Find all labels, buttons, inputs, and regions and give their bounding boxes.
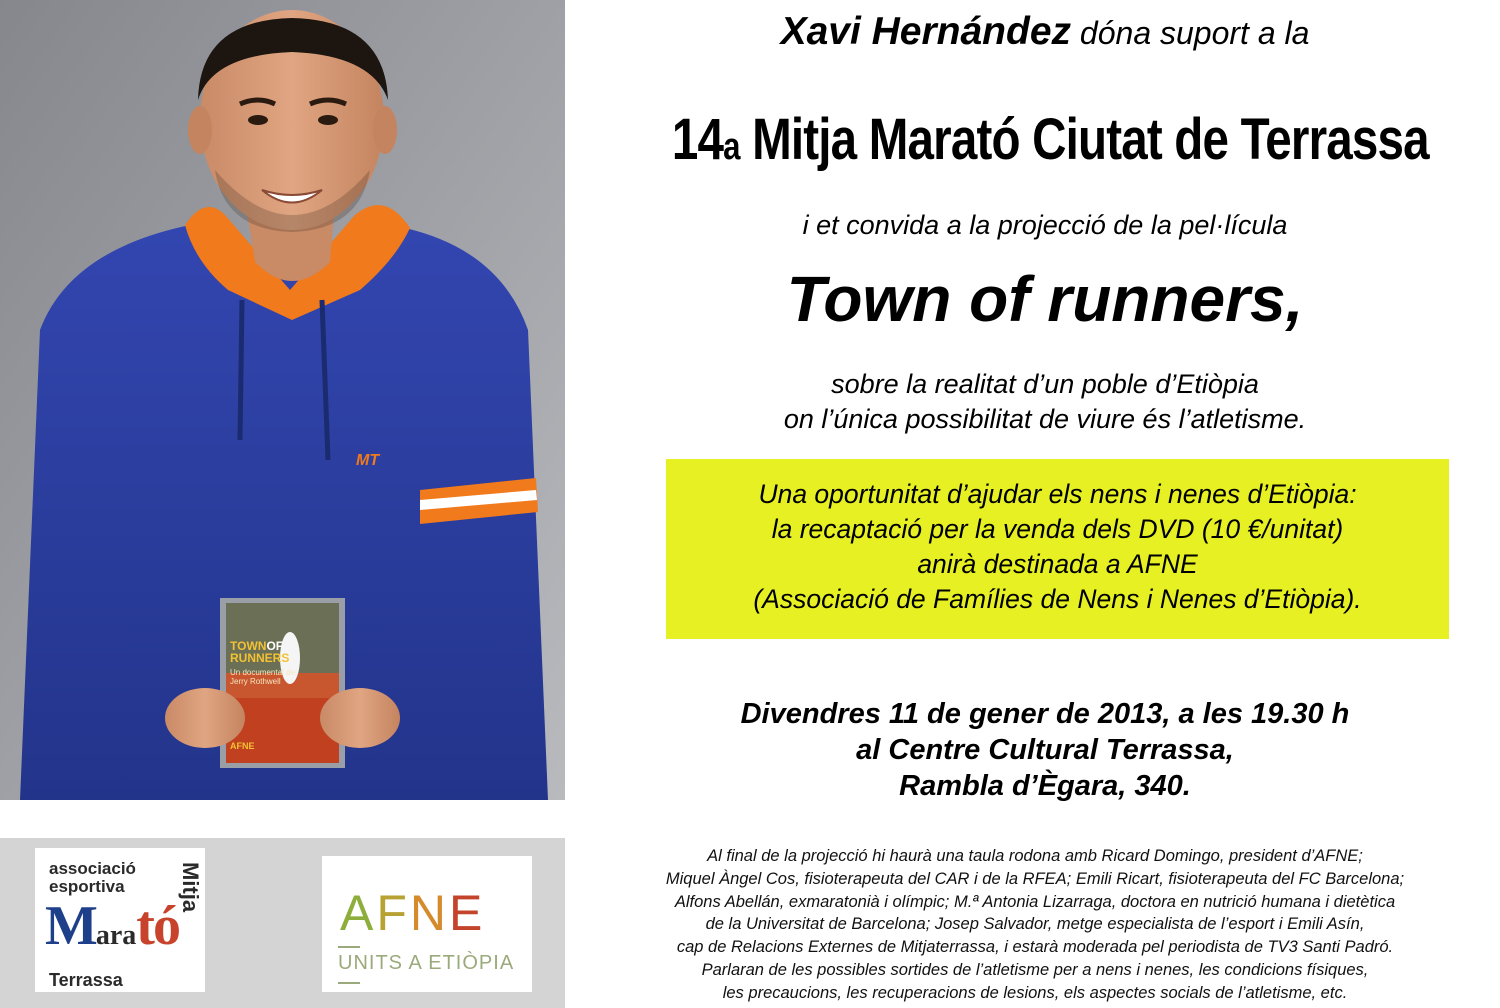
fine-print-line: de la Universitat de Barcelona; Josep Salvador, metge especialista de l’esport i Emili Asín, [705, 915, 1365, 934]
dvd-brand: AFNE [230, 741, 255, 751]
event-details [590, 696, 1500, 804]
event-title [671, 106, 1429, 173]
highlight-line-2: la recaptació per la venda dels DVD (10 €/unitat) [771, 514, 1344, 544]
marato-logo [35, 848, 205, 992]
film-description-line-1: sobre la realitat d’un poble d’Etiòpia [831, 369, 1259, 399]
event-title-ordinal: a [723, 126, 740, 168]
film-description-line-2: on l’única possibilitat de viure és l’atletisme. [783, 404, 1307, 434]
header-line [590, 10, 1500, 54]
marato-logo-m: M [45, 895, 96, 957]
marato-logo-wordmark [45, 896, 179, 966]
fine-print-line: les precaucions, les recuperacions de lesions, els aspectes socials de l’atletisme, etc. [722, 983, 1348, 1002]
event-venue: al Centre Cultural Terrassa, [856, 734, 1234, 766]
afne-logo-wordmark [340, 884, 485, 942]
header-support-text: dóna suport a la [1079, 15, 1310, 51]
marato-logo-text-top [49, 860, 136, 896]
fine-print-line: Alfons Abellán, exmaratonià i olímpic; M.ª Antonia Lizarraga, doctora en nutrició humana i dietètica [674, 892, 1396, 911]
afne-logo-divider-bottom [338, 982, 360, 984]
afne-letter-f: F [376, 885, 410, 941]
marato-logo-mitja: Mitja [178, 862, 203, 913]
logo-strip [0, 838, 565, 1008]
fine-print [600, 845, 1470, 1005]
dvd-title-town: TOWN [230, 639, 267, 653]
marato-logo-line1: associació [49, 859, 136, 878]
highlight-box [666, 459, 1449, 639]
fine-print-line: Miquel Àngel Cos, fisioterapeuta del CAR i de la RFEA; Emili Ricart, fisioterapeuta del FC Barcelona; [665, 869, 1405, 888]
portrait-photo [0, 0, 565, 800]
highlight-line-4: (Associació de Famílies de Nens i Nenes d’Etiòpia). [753, 584, 1362, 614]
afne-letter-a: A [340, 885, 377, 941]
event-address: Rambla d’Ègara, 340. [899, 770, 1191, 802]
marato-logo-city: Terrassa [49, 970, 123, 990]
dvd-title [230, 640, 289, 664]
highlight-line-3: anirà destinada a AFNE [917, 549, 1198, 579]
fine-print-line: Al final de la projecció hi haurà una taula rodona amb Ricard Domingo, president d’AFNE; [707, 847, 1363, 865]
marato-logo-line2: esportiva [49, 877, 125, 896]
dvd-title-runners: RUNNERS [230, 651, 290, 665]
highlight-line-1: Una oportunitat d’ajudar els nens i nenes d’Etiòpia: [758, 479, 1357, 509]
afne-letter-n: N [409, 885, 450, 941]
dvd-title-of: OF [266, 639, 284, 653]
afne-letter-e: E [449, 885, 486, 941]
dvd-subtitle: Un documental de Jerry Rothwell [230, 668, 295, 686]
marato-logo-to: tó [136, 895, 179, 957]
film-description [590, 367, 1500, 437]
film-title: Town of runners, [786, 263, 1304, 335]
afne-logo [322, 856, 532, 992]
event-date: Divendres 11 de gener de 2013, a les 19.30 h [740, 698, 1350, 730]
event-title-number: 14 [671, 107, 724, 172]
afne-logo-divider-top [338, 946, 360, 948]
hoodie-logo: MT [356, 452, 380, 469]
fine-print-line: Parlaran de les possibles sortides de l’atletisme per a nens i nenes, les condicions físiques, [701, 960, 1369, 979]
event-title-name: Mitja Marató Ciutat de Terrassa [752, 107, 1429, 172]
header-name: Xavi Hernández [780, 10, 1072, 53]
fine-print-line: cap de Relacions Externes de Mitjaterrassa, i estarà moderada pel periodista de TV3 Santi Padró. [676, 938, 1394, 957]
afne-logo-subtitle: UNITS A ETIÒPIA [338, 952, 515, 974]
invite-text: i et convida a la projecció de la pel·lícula [802, 210, 1288, 240]
marato-logo-ara: ara [95, 920, 137, 951]
